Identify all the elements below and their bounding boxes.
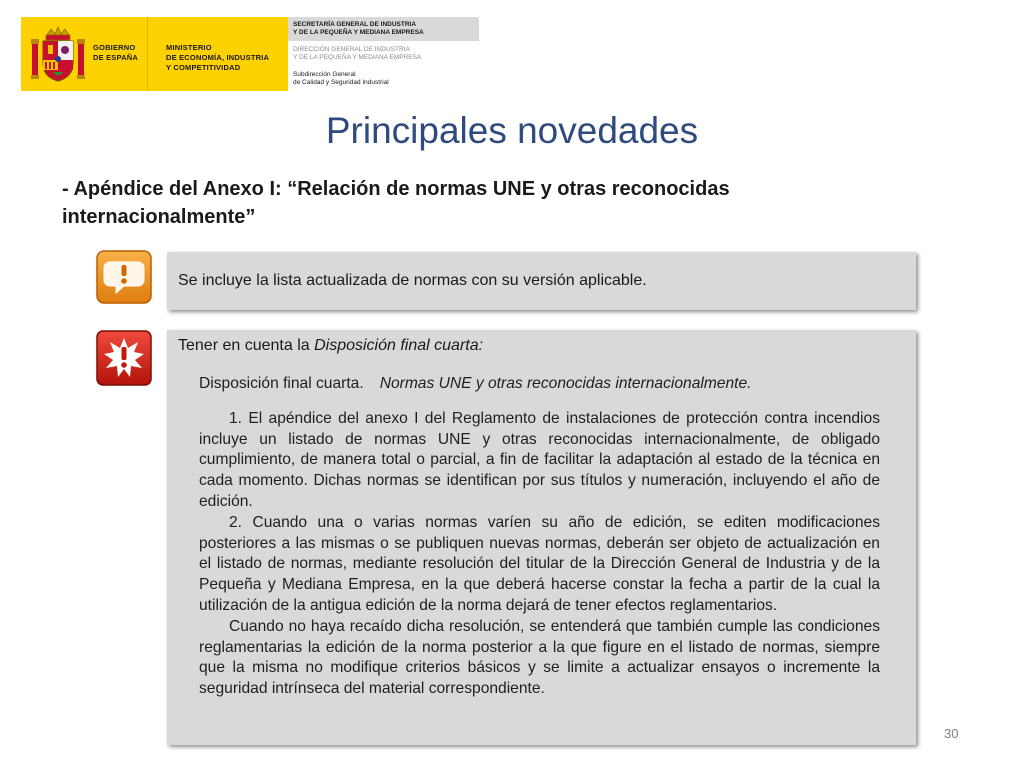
subdireccion-line-1: Subdirección General (293, 71, 356, 78)
disposition-box (167, 330, 916, 745)
slide-title: Principales novedades (325, 110, 699, 151)
excerpt-paragraph-1: 1. El apéndice del anexo I del Reglamento de instalaciones de protección contra incendios incluye un listado de normas UNE y otras reconocidas internacionalmente, de obligado cumplimiento, de manera total o parcial, a fin de facilitar la adaptación al estado de la técnica en cada momento. Dichas normas se identifican por sus títulos y numeración, incluyendo el año de edición. (199, 409, 880, 510)
slide-subtitle (62, 175, 862, 231)
disposition-lead: Tener en cuenta la Disposición final cuarta: (178, 337, 484, 354)
secretaria-band (288, 17, 479, 41)
direccion-line-1: DIRECCIÓN GENERAL DE INDUSTRIA (293, 46, 410, 53)
exclamation-burst-icon (96, 330, 152, 386)
gobierno-label: GOBIERNO DE ESPAÑA (93, 43, 139, 62)
secretaria-line-1: SECRETARÍA GENERAL DE INDUSTRIA (293, 21, 417, 28)
direccion-line-2: Y DE LA PEQUEÑA Y MEDIANA EMPRESA (293, 54, 422, 61)
excerpt-paragraph-3: Cuando no haya recaído dicha resolución, se entenderá que también cumple las condiciones reglamentarias la edición de la norma posterior a la que figure en el listado de normas, siempre que la misma no modifique criterios básicos y se limite a actualizar ensayos o incremente la seguridad intrínseca del material correspondiente. (199, 617, 880, 698)
secretaria-line-2: Y DE LA PEQUEÑA Y MEDIANA EMPRESA (293, 29, 424, 36)
header-divider (147, 17, 148, 91)
header-departments (288, 17, 479, 91)
excerpt-title: Disposición final cuarta. Normas UNE y otras reconocidas internacionalmente. (199, 375, 752, 392)
subdireccion-line-2: de Calidad y Seguridad Industrial (293, 79, 389, 86)
exclamation-speech-icon (96, 250, 152, 306)
excerpt-paragraph-2: 2. Cuando una o varias normas varíen su año de edición, se editen modificaciones posteriores a las mismas o se publiquen nuevas normas, deberán ser objeto de actualización en el listado de normas, mediante resolución del titular de la Dirección General de Industria y de la Pequeña y Mediana Empresa, en la que deberá hacerse constar la fecha a partir de la cual la utilización de la antigua edición de la norma dejará de tener efectos reglamentarios. (199, 513, 880, 614)
page-number: 30 (944, 726, 959, 741)
info-box-updated-list (167, 252, 916, 310)
subtitle-line-2: internacionalmente” (62, 206, 256, 228)
government-header (21, 17, 479, 91)
coat-of-arms-icon (29, 25, 87, 85)
ministerio-label: MINISTERIO DE ECONOMÍA, INDUSTRIA Y COMPETITIVIDAD (166, 43, 270, 72)
disposition-excerpt (199, 374, 880, 700)
info-box-text: Se incluye la lista actualizada de normas con su versión aplicable. (178, 272, 647, 289)
subtitle-line-1: - Apéndice del Anexo I: “Relación de normas UNE y otras reconocidas (62, 178, 730, 200)
